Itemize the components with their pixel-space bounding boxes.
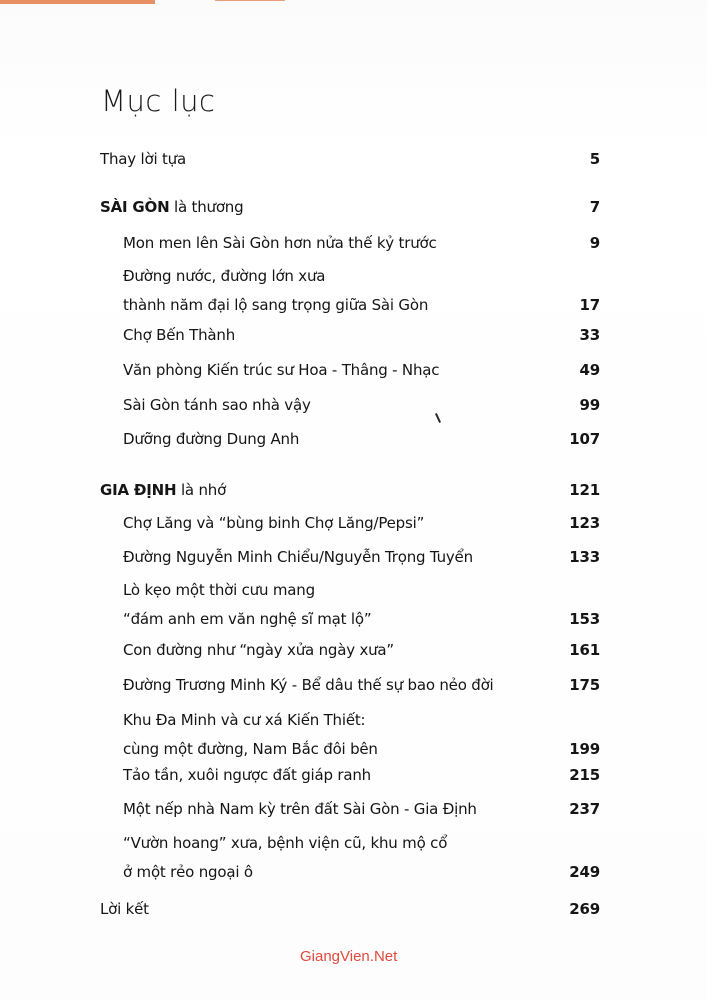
entry-title-line-1: Khu Đa Minh và cư xá Kiến Thiết: — [123, 711, 366, 729]
toc-entry — [123, 356, 600, 385]
toc-entry — [123, 706, 600, 764]
toc-entry — [100, 895, 600, 924]
entry-title-line-1: Đường nước, đường lớn xưa — [123, 267, 326, 285]
entry-title-line-2: thành năm đại lộ sang trọng giữa Sài Gòn — [123, 296, 429, 314]
entry-title: Đường Trương Minh Ký - Bể dâu thế sự bao nẻo đời — [123, 676, 494, 694]
entry-title: Đường Nguyễn Minh Chiểu/Nguyễn Trọng Tuyển — [123, 548, 473, 566]
toc-entry — [123, 636, 600, 665]
toc-entry — [123, 425, 600, 454]
entry-title: Thay lời tựa — [100, 150, 186, 168]
entry-title-line-2: “đám anh em văn nghệ sĩ mạt lộ” — [123, 610, 372, 628]
toc-entry — [123, 391, 600, 420]
toc-entry — [123, 761, 600, 790]
page-number: 7 — [589, 198, 600, 216]
page-number: 249 — [569, 863, 600, 881]
page-number: 237 — [569, 800, 600, 818]
section-subtitle: là thương — [169, 198, 244, 216]
cover-edge-strip — [215, 0, 285, 1]
page-number: 199 — [569, 740, 600, 758]
entry-title-line-2: cùng một đường, Nam Bắc đôi bên — [123, 740, 378, 758]
entry-title: Mon men lên Sài Gòn hơn nửa thế kỷ trước — [123, 234, 437, 252]
entry-title: Chợ Lăng và “bùng binh Chợ Lăng/Pepsi” — [123, 514, 425, 532]
page-number: 133 — [569, 548, 600, 566]
entry-title: Lời kết — [100, 900, 149, 918]
entry-title: Sài Gòn tánh sao nhà vậy — [123, 396, 311, 414]
page-number: 9 — [589, 234, 600, 252]
entry-title-line-1: Lò kẹo một thời cưu mang — [123, 581, 315, 599]
entry-title: Một nếp nhà Nam kỳ trên đất Sài Gòn - Gia Định — [123, 800, 477, 818]
page-number: 161 — [569, 641, 600, 659]
page-number: 153 — [569, 610, 600, 628]
page-number: 49 — [579, 361, 600, 379]
page-number: 175 — [569, 676, 600, 694]
entry-title: Con đường như “ngày xửa ngày xưa” — [123, 641, 394, 659]
toc-entry — [123, 543, 600, 572]
toc-entry — [123, 795, 600, 824]
page-number: 17 — [579, 296, 600, 314]
toc-entry — [123, 229, 600, 258]
cover-edge-strip — [0, 0, 155, 4]
toc-entry — [100, 145, 600, 174]
entry-title: Văn phòng Kiến trúc sư Hoa - Thâng - Nhạc — [123, 361, 440, 379]
entry-title: Tảo tần, xuôi ngược đất giáp ranh — [123, 766, 371, 784]
page-number: 123 — [569, 514, 600, 532]
toc-entry — [123, 321, 600, 350]
toc-entry — [123, 262, 600, 320]
page-number: 99 — [579, 396, 600, 414]
toc-entry — [123, 576, 600, 634]
entry-title: Chợ Bến Thành — [123, 326, 235, 344]
toc-entry — [123, 509, 600, 538]
entry-title-line-2: ở một rẻo ngoại ô — [123, 863, 253, 881]
toc-entry — [123, 671, 600, 700]
entry-title-line-1: “Vườn hoang” xưa, bệnh viện cũ, khu mộ cổ — [123, 834, 448, 852]
page-number: 33 — [579, 326, 600, 344]
entry-title: Dưỡng đường Dung Anh — [123, 430, 300, 448]
section-name: GIA ĐỊNH — [100, 481, 177, 499]
toc-section — [100, 193, 600, 222]
page-number: 5 — [589, 150, 600, 168]
toc-title: Mục lục — [101, 84, 216, 118]
toc-entry — [123, 829, 600, 887]
page-number: 121 — [569, 481, 600, 499]
watermark-text: GiangVien.Net — [300, 948, 398, 965]
toc-section — [100, 476, 600, 505]
section-name: SÀI GÒN — [100, 198, 170, 216]
page-number: 215 — [569, 766, 600, 784]
section-subtitle: là nhớ — [176, 481, 227, 499]
page-number: 107 — [569, 430, 600, 448]
page-number: 269 — [569, 900, 600, 918]
